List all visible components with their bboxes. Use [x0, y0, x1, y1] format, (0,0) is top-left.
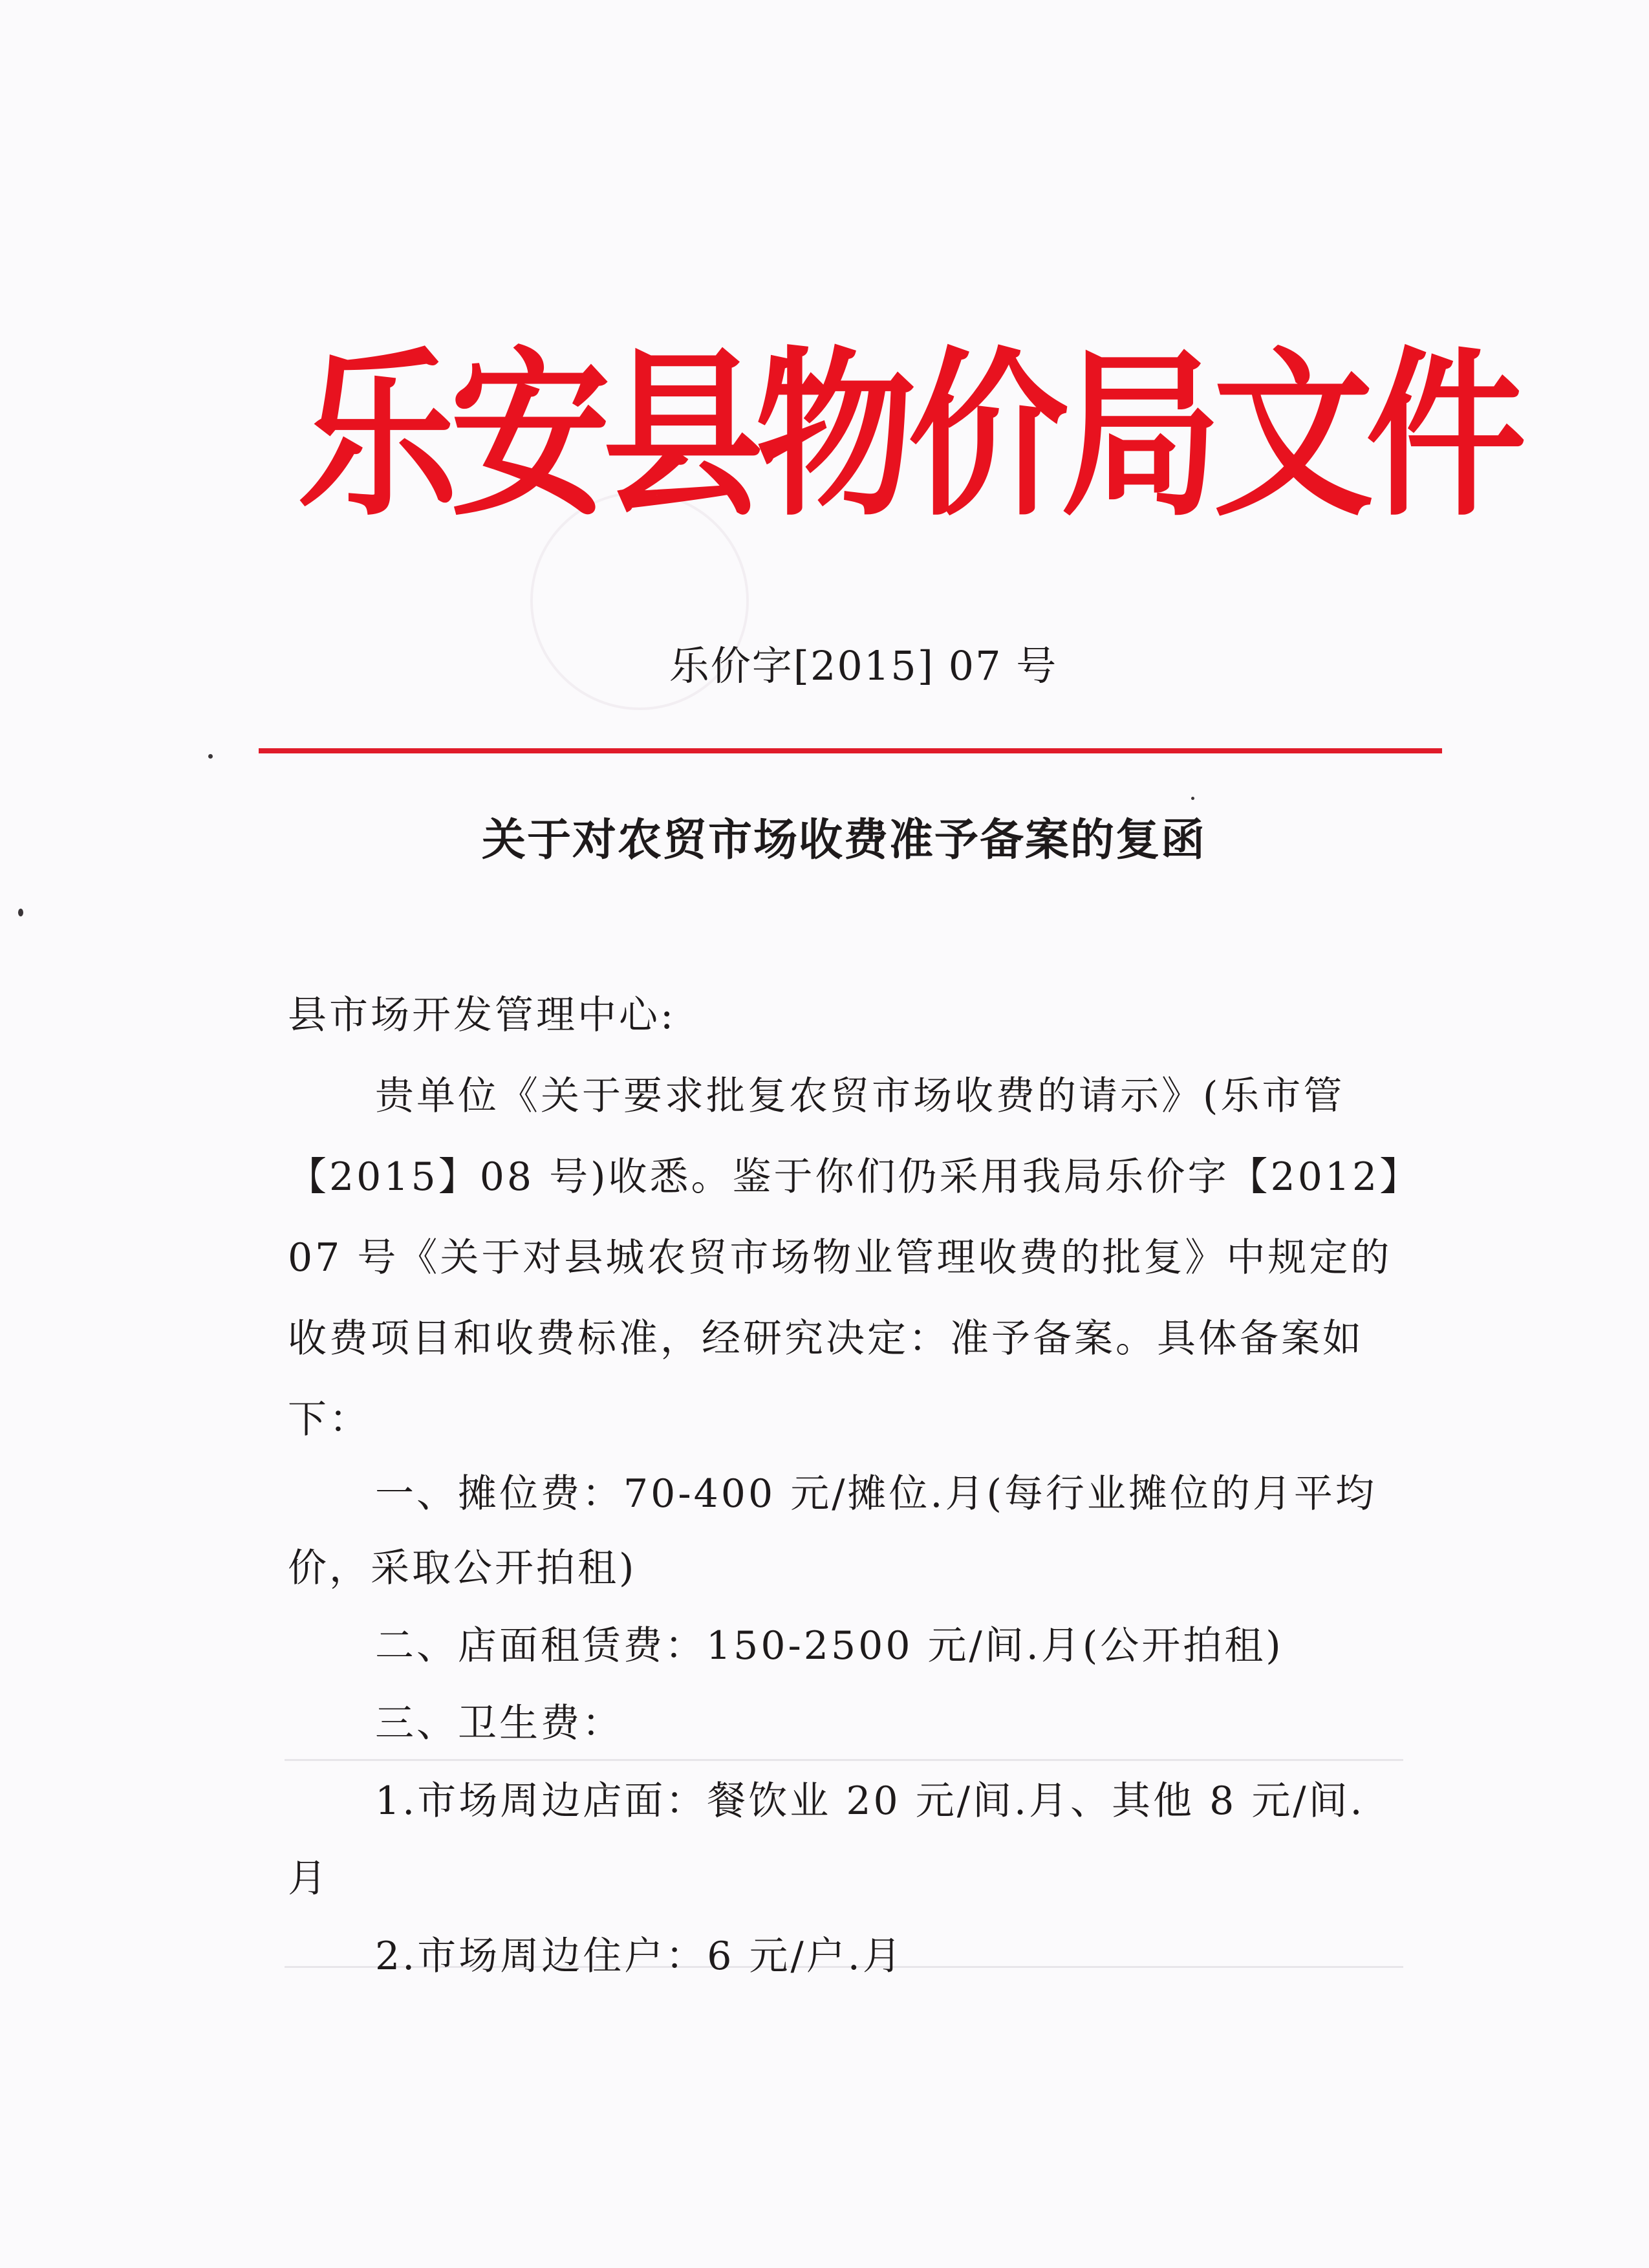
- sub-item-line: 2.市场周边住户：6 元/户.月: [375, 1934, 904, 1979]
- red-divider-rule: [259, 748, 1442, 753]
- paragraph-line: 收费项目和收费标准，经研究决定：准予备案。具体备案如: [288, 1316, 1364, 1361]
- paragraph-line: 【2015】08 号)收悉。鉴于你们仍采用我局乐价字【2012】: [288, 1154, 1421, 1200]
- sub-item-line: 月: [288, 1856, 329, 1901]
- addressee-line: 县市场开发管理中心:: [288, 993, 676, 1038]
- document-number: 乐价字[2015] 07 号: [669, 642, 1058, 689]
- sub-item-line: 1.市场周边店面：餐饮业 20 元/间.月、其他 8 元/间.: [375, 1778, 1365, 1824]
- masthead-title: 乐安县物价局文件: [297, 332, 1518, 541]
- scan-speck: [1191, 797, 1194, 800]
- show-through-rule: [285, 1759, 1403, 1761]
- fee-item-line: 三、卫生费：: [375, 1701, 623, 1746]
- scan-speck: [208, 754, 213, 759]
- paragraph-line: 07 号《关于对县城农贸市场物业管理收费的批复》中规定的: [288, 1235, 1392, 1280]
- paragraph-line: 贵单位《关于要求批复农贸市场收费的请示》(乐市管: [375, 1074, 1345, 1119]
- document-title: 关于对农贸市场收费准予备案的复函: [481, 815, 1206, 866]
- paragraph-line: 下：: [288, 1397, 371, 1442]
- scan-speck: [18, 909, 23, 916]
- fee-item-line: 价，采取公开拍租): [288, 1546, 637, 1591]
- fee-item-line: 一、摊位费：70-400 元/摊位.月(每行业摊位的月平均: [375, 1471, 1377, 1517]
- fee-item-line: 二、店面租赁费：150-2500 元/间.月(公开拍租): [375, 1623, 1284, 1669]
